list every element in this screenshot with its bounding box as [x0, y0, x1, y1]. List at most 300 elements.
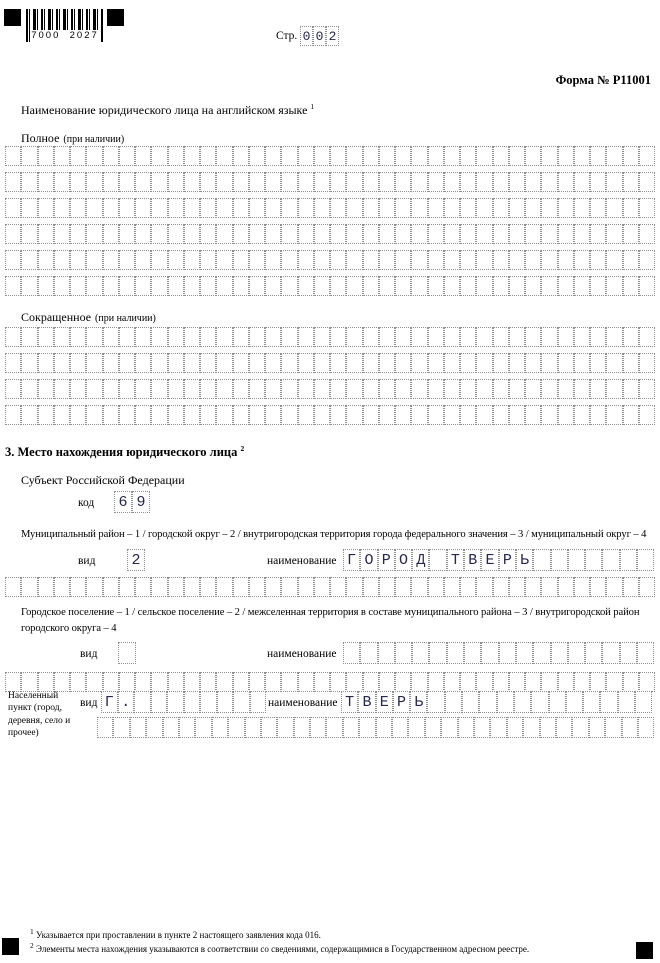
- char-cell[interactable]: [493, 327, 509, 347]
- char-cell[interactable]: [281, 353, 297, 373]
- char-cell[interactable]: Ь: [516, 549, 533, 571]
- char-cell[interactable]: [363, 276, 379, 296]
- char-cell[interactable]: [119, 577, 135, 597]
- char-cell[interactable]: [346, 198, 362, 218]
- char-cell[interactable]: [606, 379, 622, 399]
- char-cell[interactable]: [464, 642, 481, 664]
- char-cell[interactable]: [281, 672, 297, 692]
- char-cell[interactable]: [151, 672, 167, 692]
- char-cell[interactable]: [103, 353, 119, 373]
- char-cell[interactable]: [135, 405, 151, 425]
- char-cell[interactable]: [379, 353, 395, 373]
- char-cell[interactable]: [103, 577, 119, 597]
- char-cell[interactable]: [5, 146, 21, 166]
- char-cell[interactable]: [261, 717, 277, 738]
- char-cell[interactable]: [38, 146, 54, 166]
- char-cell[interactable]: [113, 717, 129, 738]
- char-cell[interactable]: [379, 198, 395, 218]
- char-cell[interactable]: [395, 224, 411, 244]
- char-cell[interactable]: [38, 379, 54, 399]
- char-cell[interactable]: [606, 198, 622, 218]
- char-cell[interactable]: [541, 672, 557, 692]
- char-cell[interactable]: [249, 276, 265, 296]
- char-cell[interactable]: [428, 405, 444, 425]
- char-cell[interactable]: 0: [313, 26, 326, 46]
- char-cell[interactable]: [600, 691, 617, 713]
- char-cell[interactable]: [330, 577, 346, 597]
- char-cell[interactable]: [408, 717, 424, 738]
- char-cell[interactable]: [103, 672, 119, 692]
- char-cell[interactable]: [265, 198, 281, 218]
- char-cell[interactable]: [119, 172, 135, 192]
- char-cell[interactable]: [343, 642, 360, 664]
- char-cell[interactable]: [447, 642, 464, 664]
- char-cell[interactable]: [444, 353, 460, 373]
- char-cell[interactable]: [493, 672, 509, 692]
- char-cell[interactable]: [119, 672, 135, 692]
- char-cell[interactable]: [38, 224, 54, 244]
- char-cell[interactable]: Т: [447, 549, 464, 571]
- char-cell[interactable]: [86, 276, 102, 296]
- char-cell[interactable]: [249, 353, 265, 373]
- char-cell[interactable]: [623, 327, 639, 347]
- char-cell[interactable]: [525, 146, 541, 166]
- char-cell[interactable]: [379, 379, 395, 399]
- char-cell[interactable]: [146, 717, 162, 738]
- char-cell[interactable]: [623, 172, 639, 192]
- char-cell[interactable]: [379, 250, 395, 270]
- char-cell[interactable]: [479, 691, 496, 713]
- char-cell[interactable]: [590, 250, 606, 270]
- char-cell[interactable]: [168, 577, 184, 597]
- char-cell[interactable]: [21, 379, 37, 399]
- char-cell[interactable]: [103, 276, 119, 296]
- char-cell[interactable]: [70, 250, 86, 270]
- char-cell[interactable]: [428, 327, 444, 347]
- char-cell[interactable]: [298, 276, 314, 296]
- char-cell[interactable]: 2: [127, 549, 145, 571]
- char-cell[interactable]: [490, 717, 506, 738]
- char-cell[interactable]: [509, 577, 525, 597]
- char-cell[interactable]: [265, 405, 281, 425]
- char-cell[interactable]: [168, 276, 184, 296]
- char-cell[interactable]: [298, 172, 314, 192]
- char-cell[interactable]: [411, 250, 427, 270]
- char-cell[interactable]: [618, 691, 635, 713]
- char-cell[interactable]: [460, 198, 476, 218]
- char-cell[interactable]: [395, 405, 411, 425]
- char-cell[interactable]: [233, 327, 249, 347]
- char-cell[interactable]: [184, 198, 200, 218]
- char-cell[interactable]: [379, 224, 395, 244]
- char-cell[interactable]: [360, 642, 377, 664]
- char-cell[interactable]: [363, 172, 379, 192]
- char-cell[interactable]: [70, 379, 86, 399]
- char-cell[interactable]: [134, 691, 151, 713]
- char-cell[interactable]: [541, 405, 557, 425]
- char-cell[interactable]: [460, 353, 476, 373]
- char-cell[interactable]: [245, 717, 261, 738]
- char-cell[interactable]: [86, 577, 102, 597]
- char-cell[interactable]: [151, 405, 167, 425]
- char-cell[interactable]: [265, 379, 281, 399]
- char-cell[interactable]: [54, 672, 70, 692]
- char-cell[interactable]: [249, 250, 265, 270]
- char-cell[interactable]: [200, 405, 216, 425]
- char-cell[interactable]: [460, 379, 476, 399]
- char-cell[interactable]: [525, 353, 541, 373]
- char-cell[interactable]: [200, 672, 216, 692]
- char-cell[interactable]: [54, 405, 70, 425]
- char-cell[interactable]: [168, 250, 184, 270]
- char-cell[interactable]: [606, 577, 622, 597]
- char-cell[interactable]: [623, 146, 639, 166]
- char-cell[interactable]: [639, 198, 655, 218]
- char-cell[interactable]: [507, 717, 523, 738]
- char-cell[interactable]: [233, 276, 249, 296]
- char-cell[interactable]: 2: [326, 26, 339, 46]
- char-cell[interactable]: [184, 672, 200, 692]
- char-cell[interactable]: [5, 405, 21, 425]
- char-cell[interactable]: [441, 717, 457, 738]
- char-cell[interactable]: [444, 146, 460, 166]
- char-cell[interactable]: [493, 577, 509, 597]
- char-cell[interactable]: [493, 276, 509, 296]
- char-cell[interactable]: [21, 172, 37, 192]
- char-cell[interactable]: [525, 405, 541, 425]
- char-cell[interactable]: [445, 691, 462, 713]
- char-cell[interactable]: [395, 577, 411, 597]
- char-cell[interactable]: [54, 198, 70, 218]
- char-cell[interactable]: [493, 353, 509, 373]
- char-cell[interactable]: [622, 717, 638, 738]
- char-cell[interactable]: [606, 405, 622, 425]
- char-cell[interactable]: [525, 577, 541, 597]
- char-cell[interactable]: [38, 276, 54, 296]
- char-cell[interactable]: [558, 146, 574, 166]
- char-cell[interactable]: [135, 327, 151, 347]
- char-cell[interactable]: [130, 717, 146, 738]
- char-cell[interactable]: [606, 276, 622, 296]
- char-cell[interactable]: [216, 379, 232, 399]
- char-cell[interactable]: [639, 327, 655, 347]
- char-cell[interactable]: [233, 672, 249, 692]
- char-cell[interactable]: Р: [378, 549, 395, 571]
- char-cell[interactable]: [444, 327, 460, 347]
- char-cell[interactable]: [605, 717, 621, 738]
- char-cell[interactable]: [574, 577, 590, 597]
- char-cell[interactable]: [298, 327, 314, 347]
- char-cell[interactable]: [639, 577, 655, 597]
- char-cell[interactable]: [216, 672, 232, 692]
- char-cell[interactable]: [395, 327, 411, 347]
- char-cell[interactable]: [38, 327, 54, 347]
- char-cell[interactable]: [541, 224, 557, 244]
- char-cell[interactable]: [392, 717, 408, 738]
- char-cell[interactable]: [330, 146, 346, 166]
- char-cell[interactable]: [476, 224, 492, 244]
- char-cell[interactable]: [265, 146, 281, 166]
- char-cell[interactable]: [411, 379, 427, 399]
- char-cell[interactable]: [249, 172, 265, 192]
- char-cell[interactable]: [428, 146, 444, 166]
- char-cell[interactable]: [228, 717, 244, 738]
- char-cell[interactable]: [460, 327, 476, 347]
- char-cell[interactable]: [151, 691, 168, 713]
- char-cell[interactable]: [395, 146, 411, 166]
- char-cell[interactable]: [499, 642, 516, 664]
- char-cell[interactable]: [541, 577, 557, 597]
- char-cell[interactable]: [118, 642, 136, 664]
- char-cell[interactable]: [346, 353, 362, 373]
- char-cell[interactable]: [363, 327, 379, 347]
- char-cell[interactable]: Д: [412, 549, 429, 571]
- char-cell[interactable]: [330, 405, 346, 425]
- char-cell[interactable]: [574, 405, 590, 425]
- char-cell[interactable]: [412, 642, 429, 664]
- char-cell[interactable]: [200, 379, 216, 399]
- char-cell[interactable]: [639, 224, 655, 244]
- char-cell[interactable]: [493, 172, 509, 192]
- char-cell[interactable]: [590, 405, 606, 425]
- char-cell[interactable]: [429, 549, 446, 571]
- char-cell[interactable]: [119, 224, 135, 244]
- char-cell[interactable]: [265, 276, 281, 296]
- char-cell[interactable]: [509, 224, 525, 244]
- char-cell[interactable]: [314, 405, 330, 425]
- char-cell[interactable]: [379, 276, 395, 296]
- char-cell[interactable]: [425, 717, 441, 738]
- char-cell[interactable]: [551, 642, 568, 664]
- char-cell[interactable]: [97, 717, 113, 738]
- char-cell[interactable]: [119, 353, 135, 373]
- char-cell[interactable]: [212, 717, 228, 738]
- char-cell[interactable]: [135, 198, 151, 218]
- char-cell[interactable]: [330, 250, 346, 270]
- char-cell[interactable]: [444, 224, 460, 244]
- char-cell[interactable]: [21, 405, 37, 425]
- char-cell[interactable]: [363, 379, 379, 399]
- char-cell[interactable]: [444, 672, 460, 692]
- char-cell[interactable]: [590, 672, 606, 692]
- char-cell[interactable]: [168, 327, 184, 347]
- char-cell[interactable]: [21, 672, 37, 692]
- char-cell[interactable]: 9: [132, 491, 150, 513]
- char-cell[interactable]: [135, 172, 151, 192]
- char-cell[interactable]: [606, 327, 622, 347]
- char-cell[interactable]: [54, 577, 70, 597]
- char-cell[interactable]: [428, 250, 444, 270]
- char-cell[interactable]: [474, 717, 490, 738]
- char-cell[interactable]: [493, 224, 509, 244]
- char-cell[interactable]: [233, 353, 249, 373]
- char-cell[interactable]: [525, 198, 541, 218]
- char-cell[interactable]: [5, 327, 21, 347]
- char-cell[interactable]: [541, 146, 557, 166]
- char-cell[interactable]: [514, 691, 531, 713]
- char-cell[interactable]: [103, 379, 119, 399]
- char-cell[interactable]: [294, 717, 310, 738]
- char-cell[interactable]: [21, 250, 37, 270]
- char-cell[interactable]: [298, 672, 314, 692]
- char-cell[interactable]: Е: [376, 691, 393, 713]
- char-cell[interactable]: [460, 672, 476, 692]
- char-cell[interactable]: [21, 353, 37, 373]
- char-cell[interactable]: [86, 172, 102, 192]
- char-cell[interactable]: [168, 405, 184, 425]
- char-cell[interactable]: [411, 198, 427, 218]
- char-cell[interactable]: [606, 672, 622, 692]
- char-cell[interactable]: [281, 379, 297, 399]
- char-cell[interactable]: [103, 327, 119, 347]
- char-cell[interactable]: [119, 198, 135, 218]
- char-cell[interactable]: [5, 172, 21, 192]
- char-cell[interactable]: [429, 642, 446, 664]
- char-cell[interactable]: [38, 672, 54, 692]
- char-cell[interactable]: [620, 549, 637, 571]
- char-cell[interactable]: [428, 379, 444, 399]
- char-cell[interactable]: [168, 672, 184, 692]
- char-cell[interactable]: [541, 353, 557, 373]
- char-cell[interactable]: [70, 276, 86, 296]
- char-cell[interactable]: [476, 198, 492, 218]
- char-cell[interactable]: [184, 172, 200, 192]
- char-cell[interactable]: [184, 224, 200, 244]
- char-cell[interactable]: [233, 250, 249, 270]
- char-cell[interactable]: [70, 405, 86, 425]
- char-cell[interactable]: [395, 353, 411, 373]
- char-cell[interactable]: [509, 198, 525, 218]
- char-cell[interactable]: [395, 672, 411, 692]
- char-cell[interactable]: [314, 353, 330, 373]
- char-cell[interactable]: [376, 717, 392, 738]
- char-cell[interactable]: [427, 691, 444, 713]
- char-cell[interactable]: [233, 691, 250, 713]
- char-cell[interactable]: [103, 405, 119, 425]
- char-cell[interactable]: [541, 250, 557, 270]
- char-cell[interactable]: [168, 379, 184, 399]
- char-cell[interactable]: [623, 577, 639, 597]
- char-cell[interactable]: [281, 198, 297, 218]
- char-cell[interactable]: [330, 327, 346, 347]
- char-cell[interactable]: [86, 146, 102, 166]
- char-cell[interactable]: [476, 672, 492, 692]
- char-cell[interactable]: [411, 405, 427, 425]
- char-cell[interactable]: [216, 353, 232, 373]
- char-cell[interactable]: [249, 146, 265, 166]
- char-cell[interactable]: [476, 327, 492, 347]
- char-cell[interactable]: [21, 224, 37, 244]
- char-cell[interactable]: [558, 577, 574, 597]
- char-cell[interactable]: [509, 379, 525, 399]
- char-cell[interactable]: [298, 379, 314, 399]
- char-cell[interactable]: [54, 379, 70, 399]
- char-cell[interactable]: Т: [341, 691, 358, 713]
- char-cell[interactable]: [54, 276, 70, 296]
- char-cell[interactable]: [184, 327, 200, 347]
- char-cell[interactable]: [281, 172, 297, 192]
- char-cell[interactable]: [249, 198, 265, 218]
- char-cell[interactable]: [444, 405, 460, 425]
- char-cell[interactable]: [460, 224, 476, 244]
- char-cell[interactable]: .: [118, 691, 135, 713]
- char-cell[interactable]: [637, 642, 654, 664]
- char-cell[interactable]: [428, 224, 444, 244]
- char-cell[interactable]: [233, 198, 249, 218]
- char-cell[interactable]: [200, 172, 216, 192]
- char-cell[interactable]: [476, 379, 492, 399]
- char-cell[interactable]: Р: [499, 549, 516, 571]
- char-cell[interactable]: [200, 691, 217, 713]
- char-cell[interactable]: [639, 276, 655, 296]
- char-cell[interactable]: [314, 146, 330, 166]
- char-cell[interactable]: [346, 577, 362, 597]
- char-cell[interactable]: [574, 250, 590, 270]
- char-cell[interactable]: [200, 198, 216, 218]
- char-cell[interactable]: [540, 717, 556, 738]
- char-cell[interactable]: [281, 327, 297, 347]
- char-cell[interactable]: [346, 327, 362, 347]
- char-cell[interactable]: [346, 379, 362, 399]
- char-cell[interactable]: [476, 577, 492, 597]
- char-cell[interactable]: [411, 672, 427, 692]
- char-cell[interactable]: [314, 327, 330, 347]
- char-cell[interactable]: Г: [101, 691, 118, 713]
- char-cell[interactable]: [541, 172, 557, 192]
- char-cell[interactable]: [86, 327, 102, 347]
- char-cell[interactable]: [330, 198, 346, 218]
- char-cell[interactable]: [119, 250, 135, 270]
- char-cell[interactable]: 6: [114, 491, 132, 513]
- char-cell[interactable]: [265, 672, 281, 692]
- char-cell[interactable]: [549, 691, 566, 713]
- char-cell[interactable]: [558, 172, 574, 192]
- char-cell[interactable]: [184, 379, 200, 399]
- char-cell[interactable]: [428, 577, 444, 597]
- char-cell[interactable]: [151, 353, 167, 373]
- char-cell[interactable]: [590, 327, 606, 347]
- char-cell[interactable]: [265, 577, 281, 597]
- char-cell[interactable]: [395, 172, 411, 192]
- char-cell[interactable]: [135, 577, 151, 597]
- char-cell[interactable]: [363, 250, 379, 270]
- char-cell[interactable]: [330, 276, 346, 296]
- char-cell[interactable]: [86, 405, 102, 425]
- char-cell[interactable]: [460, 146, 476, 166]
- char-cell[interactable]: [493, 379, 509, 399]
- char-cell[interactable]: [363, 577, 379, 597]
- char-cell[interactable]: [590, 276, 606, 296]
- char-cell[interactable]: [184, 250, 200, 270]
- char-cell[interactable]: [70, 224, 86, 244]
- char-cell[interactable]: [525, 672, 541, 692]
- char-cell[interactable]: Е: [481, 549, 498, 571]
- char-cell[interactable]: [216, 577, 232, 597]
- char-cell[interactable]: [346, 276, 362, 296]
- char-cell[interactable]: [533, 549, 550, 571]
- char-cell[interactable]: [602, 549, 619, 571]
- char-cell[interactable]: [541, 327, 557, 347]
- char-cell[interactable]: [476, 250, 492, 270]
- char-cell[interactable]: [497, 691, 514, 713]
- char-cell[interactable]: [493, 405, 509, 425]
- char-cell[interactable]: [135, 224, 151, 244]
- char-cell[interactable]: [574, 379, 590, 399]
- char-cell[interactable]: [314, 276, 330, 296]
- char-cell[interactable]: [103, 250, 119, 270]
- char-cell[interactable]: [638, 717, 654, 738]
- char-cell[interactable]: [5, 672, 21, 692]
